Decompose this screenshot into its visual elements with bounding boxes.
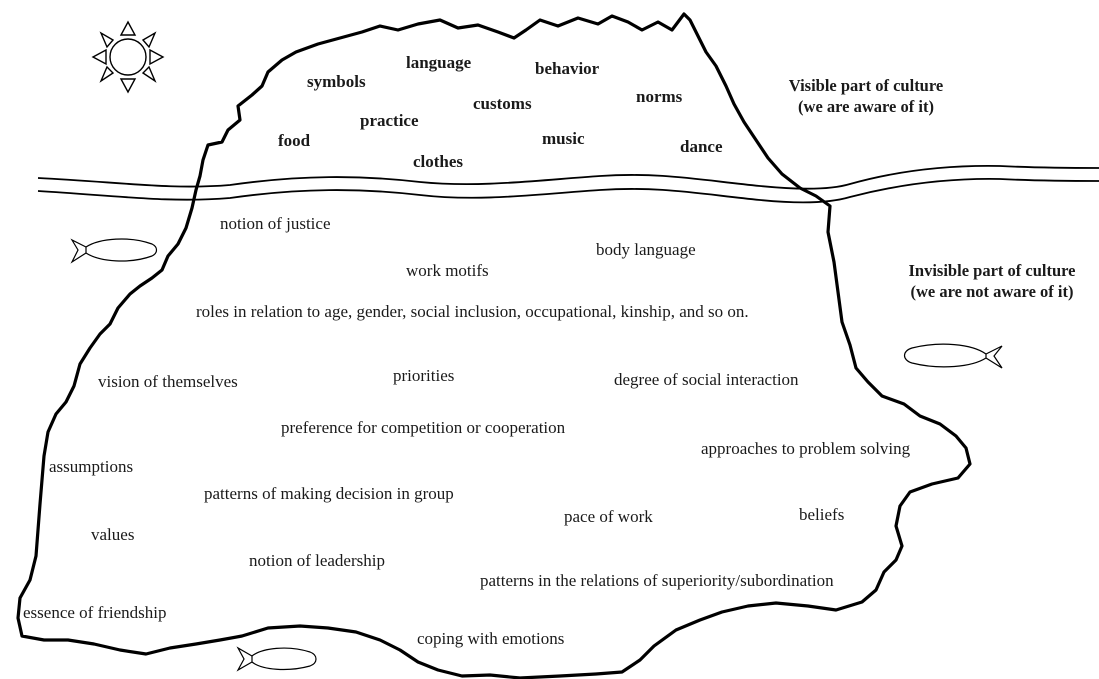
item-music: music [542, 129, 585, 148]
fish-icon [905, 344, 1003, 368]
item-values: values [91, 525, 135, 544]
item-norms: norms [636, 87, 683, 106]
item-notion-of-leadership: notion of leadership [249, 551, 385, 570]
item-notion-of-justice: notion of justice [220, 214, 331, 233]
item-customs: customs [473, 94, 532, 113]
item-coping-with-emotions: coping with emotions [417, 629, 565, 648]
item-patterns-decision: patterns of making decision in group [204, 484, 454, 503]
invisible-part-subtitle: (we are not aware of it) [910, 281, 1074, 301]
invisible-part-label [886, 261, 1098, 302]
item-degree-of-social-interaction: degree of social interaction [614, 370, 799, 389]
item-essence-of-friendship: essence of friendship [23, 603, 167, 622]
item-priorities: priorities [393, 366, 455, 385]
visible-part-label [766, 76, 966, 117]
item-preference: preference for competition or cooperation [281, 418, 566, 437]
item-dance: dance [680, 137, 723, 156]
item-practice: practice [360, 111, 419, 130]
item-behavior: behavior [535, 59, 600, 78]
fish-icon [72, 239, 157, 262]
item-language: language [406, 53, 472, 72]
sun-icon [93, 22, 163, 92]
item-pace-of-work: pace of work [564, 507, 653, 526]
item-roles: roles in relation to age, gender, social inclusion, occupational, kinship, and so on. [196, 302, 749, 321]
invisible-part-title: Invisible part of culture [908, 261, 1076, 280]
item-vision-of-themselves: vision of themselves [98, 372, 238, 391]
fish-icon [238, 648, 316, 670]
visible-part-title: Visible part of culture [788, 76, 944, 95]
item-symbols: symbols [307, 72, 366, 91]
visible-part-subtitle: (we are aware of it) [798, 96, 934, 116]
item-work-motifs: work motifs [406, 261, 489, 280]
item-clothes: clothes [413, 152, 464, 171]
item-assumptions: assumptions [49, 457, 134, 476]
item-approaches: approaches to problem solving [701, 439, 911, 458]
item-food: food [278, 131, 311, 150]
item-body-language: body language [596, 240, 696, 259]
item-beliefs: beliefs [799, 505, 845, 524]
item-patterns-superiority: patterns in the relations of superiority/subordination [480, 571, 834, 590]
